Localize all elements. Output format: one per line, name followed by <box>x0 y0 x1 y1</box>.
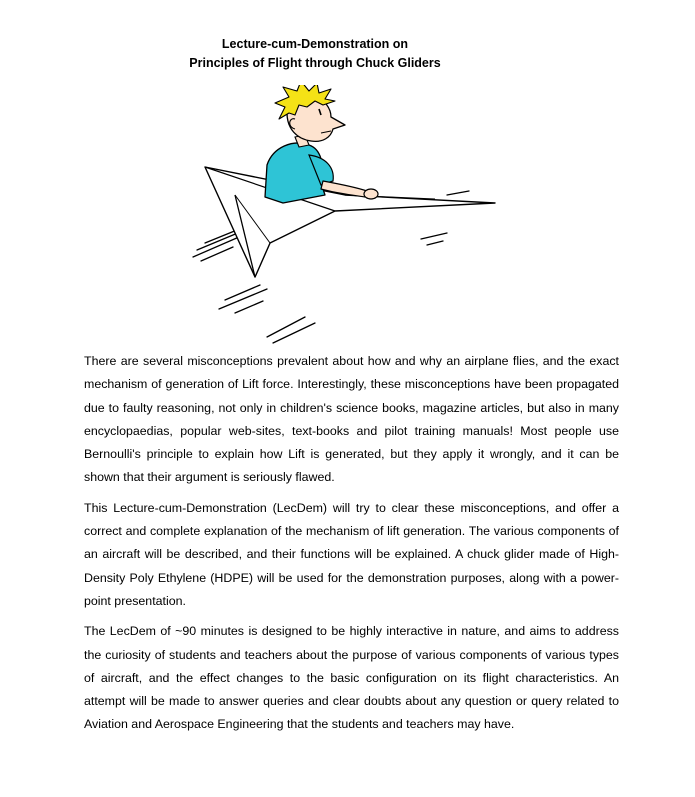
paragraph-2: This Lecture-cum-Demonstration (LecDem) will try to clear these misconceptions, and offer a correct and complete explanation of the mechanism of lift generation. The various components of an aircraft will be described, and their functions will be explained. A chuck glider made of High-Density Poly Ethylene (HDPE) will be used for the demonstration purposes, along with a power-point presentation. <box>84 500 619 608</box>
title-line-2: Principles of Flight through Chuck Gliders <box>189 56 441 70</box>
boy-on-paper-plane-illustration <box>175 85 515 345</box>
title-line-1: Lecture-cum-Demonstration on <box>221 37 409 51</box>
paragraph-1: There are several misconceptions prevalent about how and why an airplane flies, and the exact mechanism of generation of Lift force. Interestingly, these misconceptions have been propagated due to faulty reasoning, not only in children's science books, magazine articles, but also in many encyclopaedias, popular web-sites, text-books and pilot training manuals! Most people use Bernoulli's principle to explain how Lift is generated, but they apply it wrongly, and it can be shown that their argument is seriously flawed. <box>84 354 619 485</box>
page-title <box>100 35 530 73</box>
paragraph-3: The LecDem of ~90 minutes is designed to be highly interactive in nature, and aims to address the curiosity of students and teachers about the purpose of various components of various types of aircraft, and the effect changes to the basic configuration on its flight characteristics. An attempt will be made to answer queries and clear doubts about any question or query related to Aviation and Aerospace Engineering that the students and teachers may have. <box>84 624 619 732</box>
body-text <box>84 350 619 744</box>
